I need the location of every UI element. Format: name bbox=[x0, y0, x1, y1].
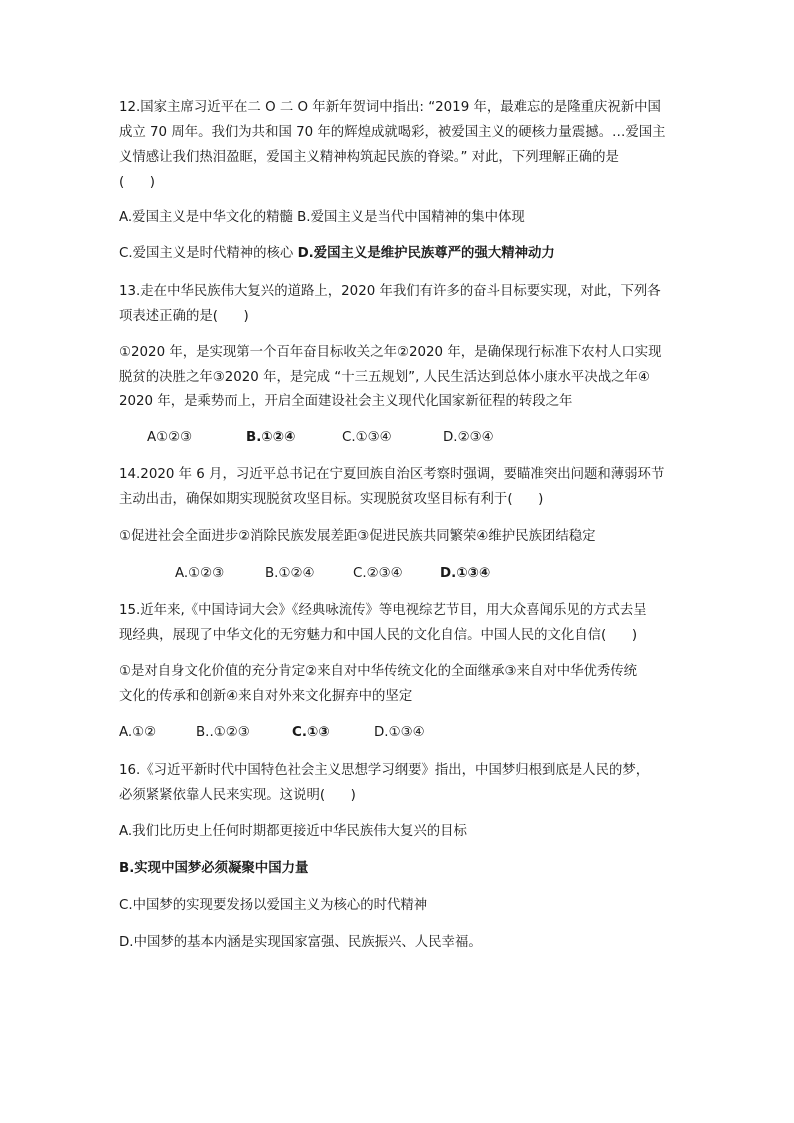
q13-stem-line: 13.走在中华民族伟大复兴的道路上，2020 年我们有许多的奋斗目标要实现，对此，下列各 bbox=[119, 284, 661, 299]
q12-option-ab: A.爱国主义是中华文化的精髓 B.爱国主义是当代中国精神的集中体现 bbox=[119, 210, 525, 225]
q12-option-c: C.爱国主义是时代精神的核心 bbox=[119, 246, 298, 261]
q16-stem-line: 16.《习近平新时代中国特色社会主义思想学习纲要》指出，中国梦归根到底是人民的梦， bbox=[119, 763, 650, 778]
q12-stem-line: ( ) bbox=[119, 175, 155, 190]
q15-option-c: C.①③ bbox=[292, 725, 330, 740]
q12-option-d: D.爱国主义是维护民族尊严的强大精神动力 bbox=[297, 246, 555, 261]
q12-stem-line: 成立 70 周年。我们为共和国 70 年的辉煌成就喝彩，被爱国主义的硬核力量震撼。…爱国主 bbox=[119, 125, 666, 140]
q12-stem-line: 义情感让我们热泪盈眶，爱国主义精神构筑起民族的脊梁。” 对此，下列理解正确的是 bbox=[119, 150, 619, 165]
q14-option-a: A.①②③ bbox=[175, 566, 225, 581]
q16-option-d: D.中国梦的基本内涵是实现国家富强、民族振兴、人民幸福。 bbox=[119, 935, 482, 950]
q13-option-a: A①②③ bbox=[147, 430, 193, 445]
q15-stem-line: 15.近年来,《中国诗词大会》《经典咏流传》等电视综艺节目，用大众喜闻乐见的方式去呈 bbox=[119, 603, 647, 618]
q16-option-c: C.中国梦的实现要发扬以爱国主义为核心的时代精神 bbox=[119, 898, 428, 913]
q15-item-line: 文化的传承和创新④来自对外来文化摒弃中的坚定 bbox=[119, 689, 413, 704]
q12-stem-line: 12.国家主席习近平在二 O 二 O 年新年贺词中指出: “2019 年，最难忘的是隆重庆祝新中国 bbox=[119, 100, 661, 115]
q16-stem-line: 必须紧紧依靠人民来实现。这说明( ) bbox=[119, 788, 356, 803]
q15-option-a: A.①② bbox=[119, 725, 157, 740]
q14-option-b: B.①②④ bbox=[265, 566, 315, 581]
q14-option-c: C.②③④ bbox=[353, 566, 403, 581]
q13-item-line: 脱贫的决胜之年③2020 年，是完成 “十三五规划”, 人民生活达到总体小康水平决战之年④ bbox=[119, 370, 650, 385]
q13-stem-line: 项表述正确的是( ) bbox=[119, 309, 249, 324]
q14-stem-line: 主动出击，确保如期实现脱贫攻坚目标。实现脱贫攻坚目标有利于( ) bbox=[119, 492, 544, 507]
q16-option-b: B.实现中国梦必须凝聚中国力量 bbox=[119, 861, 309, 876]
q14-option-d: D.①③④ bbox=[440, 566, 491, 581]
q14-stem-line: 14.2020 年 6 月，习近平总书记在宁夏回族自治区考察时强调，要瞄准突出问题和薄弱环节 bbox=[119, 467, 665, 482]
q13-option-d: D.②③④ bbox=[443, 430, 494, 445]
q12-option-cd bbox=[119, 244, 555, 264]
q15-option-d: D.①③④ bbox=[374, 725, 425, 740]
q14-item-line: ①促进社会全面进步②消除民族发展差距③促进民族共同繁荣④维护民族团结稳定 bbox=[119, 529, 596, 544]
q16-option-a: A.我们比历史上任何时期都更接近中华民族伟大复兴的目标 bbox=[119, 824, 467, 839]
q13-option-b: B.①②④ bbox=[246, 430, 296, 445]
q13-item-line: ①2020 年，是实现第一个百年奋目标收关之年②2020 年，是确保现行标准下农村人口实现 bbox=[119, 345, 662, 360]
q15-stem-line: 现经典，展现了中华文化的无穷魅力和中国人民的文化自信。中国人民的文化自信( ) bbox=[119, 628, 638, 643]
q15-item-line: ①是对自身文化价值的充分肯定②来自对中华传统文化的全面继承③来自对中华优秀传统 bbox=[119, 664, 638, 679]
q13-option-c: C.①③④ bbox=[342, 430, 392, 445]
q15-option-b: B..①②③ bbox=[196, 725, 250, 740]
